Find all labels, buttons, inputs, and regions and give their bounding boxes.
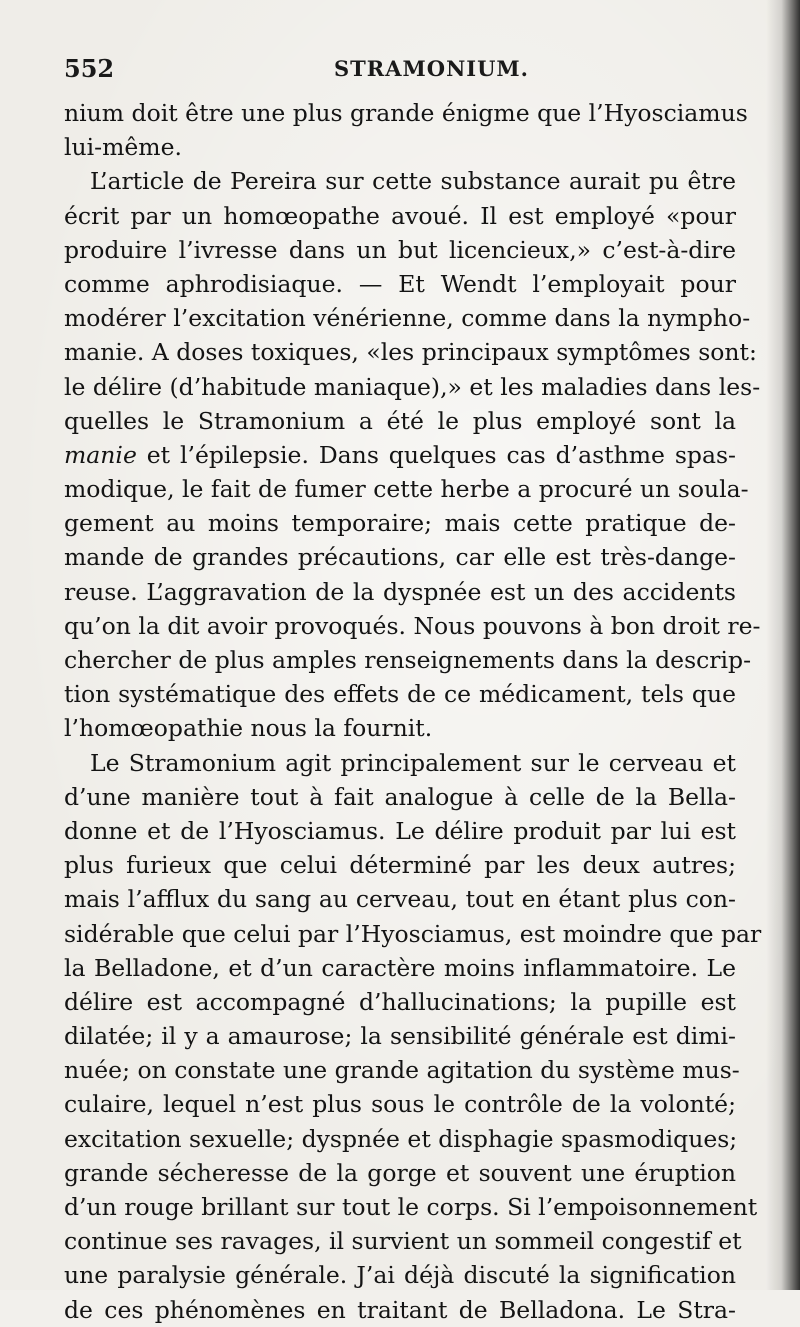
page-binding-shadow [766,0,800,1290]
text-line: quelles le Stramonium a été le plus employé sont la [64,406,736,435]
text-line: manie. A doses toxiques, «les principaux symptômes sont: [64,338,757,367]
text-line: culaire, lequel n’est plus sous le contrôle de la volonté; [64,1090,736,1119]
page-header [64,54,730,88]
text-line: chercher de plus amples renseignements dans la descrip- [64,646,752,674]
text-line: de ces phénomènes en traitant de Belladona. Le Stra- [64,1295,736,1324]
text-line: gement au moins temporaire; mais cette pratique de- [64,509,736,538]
text-line: nium doit être une plus grande énigme que l’Hyosciamus [64,99,748,127]
text-line: la Belladone, et d’un caractère moins inflammatoire. Le [64,953,736,982]
text-line: mande de grandes précautions, car elle est très-dange- [64,543,736,572]
text-line: continue ses ravages, il survient un sommeil congestif et [64,1227,742,1256]
text-line: une paralysie générale. J’ai déjà discuté la signification [64,1261,736,1290]
text-line: d’une manière tout à fait analogue à celle de la Bella- [64,782,736,811]
text-line: modique, le fait de fumer cette herbe a procuré un soula- [64,475,749,504]
text-line: nuée; on constate une grande agitation du système mus- [64,1056,740,1085]
text-line: tion systématique des effets de ce médicament, tels que [64,680,736,709]
text-line: d’un rouge brillant sur tout le corps. Si l’empoisonnement [64,1193,758,1221]
text-line: le délire (d’habitude maniaque),» et les maladies dans les- [64,372,761,401]
body-text [64,96,762,1327]
running-head: STRAMONIUM. [334,56,529,81]
text-line: L’article de Pereira sur cette substance aurait pu être [90,167,736,196]
text-line-with-italic [64,438,736,472]
text-line: comme aphrodisiaque. — Et Wendt l’employait pour [64,269,736,298]
text-line-rest: et l’épilepsie. Dans quelques cas d’asthme spas- [136,440,736,469]
text-line: dilatée; il y a amaurose; la sensibilité générale est dimi- [64,1022,736,1051]
text-line: donne et de l’Hyosciamus. Le délire produit par lui est [64,816,736,845]
text-line: sidérable que celui par l’Hyosciamus, est moindre que par [64,919,762,948]
text-line: reuse. L’aggravation de la dyspnée est un des accidents [64,577,736,606]
text-line: lui-même. [64,133,182,162]
text-line: l’homœopathie nous la fournit. [64,714,433,743]
text-line: délire est accompagné d’hallucinations; la pupille est [64,987,736,1016]
text-line: modérer l’excitation vénérienne, comme dans la nympho- [64,304,751,333]
text-line: plus furieux que celui déterminé par les deux autres; [64,851,736,880]
italic-word-manie: manie [64,440,137,469]
text-line: écrit par un homœopathe avoué. Il est employé «pour [64,201,736,230]
text-line: qu’on la dit avoir provoqués. Nous pouvons à bon droit re- [64,611,761,640]
page-number: 552 [64,54,115,83]
text-line: Le Stramonium agit principalement sur le cerveau et [90,748,736,777]
text-line: produire l’ivresse dans un but licencieux,» c’est-à-dire [64,235,736,264]
text-line: mais l’afflux du sang au cerveau, tout en étant plus con- [64,885,736,914]
text-line: excitation sexuelle; dyspnée et disphagie spasmodiques; [64,1124,738,1153]
text-line: grande sécheresse de la gorge et souvent une éruption [64,1158,736,1187]
